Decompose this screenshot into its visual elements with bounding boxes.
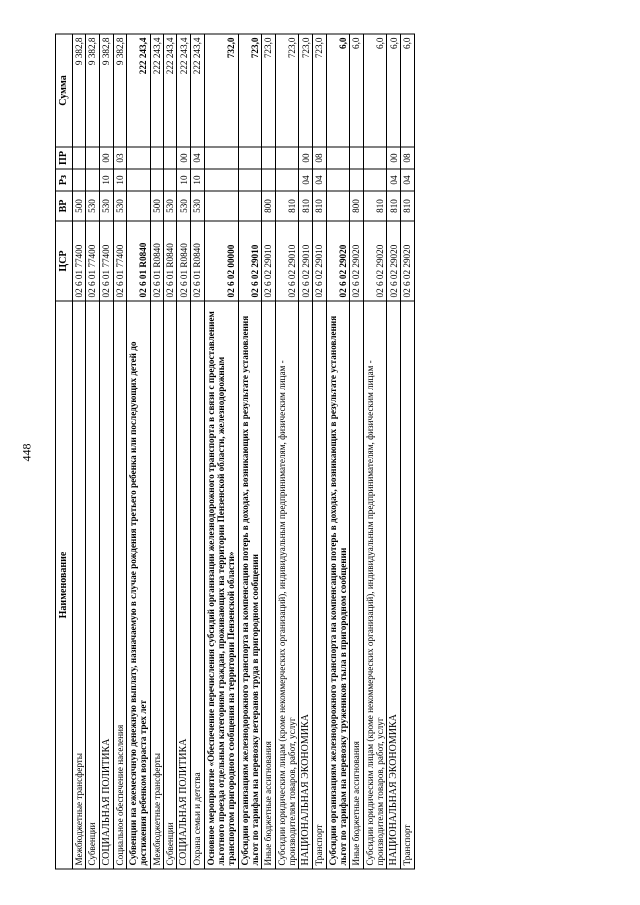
cell-rz: [350, 169, 363, 191]
cell-csr: 02 6 01 R0840: [127, 221, 151, 301]
header-sum: Сумма: [56, 34, 73, 147]
cell-name: Социальное обеспечение населения: [113, 301, 126, 869]
cell-rz: [326, 169, 350, 191]
table-row: [177, 34, 191, 869]
cell-csr: 02 6 02 29020: [326, 221, 350, 301]
cell-csr: 02 6 01 R0840: [191, 221, 204, 301]
table-row: [86, 34, 99, 869]
table-body: [73, 34, 415, 869]
cell-vr: 530: [191, 191, 204, 221]
cell-pr: [350, 147, 363, 169]
cell-vr: 800: [350, 191, 363, 221]
cell-rz: 10: [191, 169, 204, 191]
cell-name: Субвенции на ежемесячную денежную выплату, назначаемую в случае рождения третьего ребенка или последующих детей до достижения ребенком возраста трех лет: [127, 301, 151, 869]
cell-sum: 723,0: [299, 34, 313, 147]
cell-rz: [275, 169, 299, 191]
cell-vr: 500: [73, 191, 86, 221]
cell-csr: 02 6 02 29010: [313, 221, 326, 301]
cell-rz: 04: [387, 169, 401, 191]
cell-name: Межбюджетные трансферты: [150, 301, 163, 869]
cell-pr: [262, 147, 275, 169]
cell-pr: 00: [387, 147, 401, 169]
cell-vr: 530: [113, 191, 126, 221]
cell-csr: 02 6 02 29020: [350, 221, 363, 301]
cell-vr: 530: [99, 191, 113, 221]
cell-rz: [238, 169, 262, 191]
cell-pr: 08: [313, 147, 326, 169]
table-row: [401, 34, 414, 869]
cell-pr: [363, 147, 387, 169]
cell-csr: 02 6 01 R0840: [163, 221, 176, 301]
table-row: [99, 34, 113, 869]
cell-name: Субсидии организациям железнодорожного транспорта на компенсацию потерь в доходах, возникающих в результате установления льгот по тарифам на перевозку тружеников тыла в пригородном сообщении: [326, 301, 350, 869]
table-row: [363, 34, 387, 869]
cell-name: Субсидии организациям железнодорожного транспорта на компенсацию потерь в доходах, возникающих в результате установления льгот по тарифам на перевозку ветеранов труда в пригородном сообщении: [238, 301, 262, 869]
cell-csr: 02 6 02 29020: [363, 221, 387, 301]
cell-rz: [262, 169, 275, 191]
cell-sum: 9 382,8: [86, 34, 99, 147]
header-rz: Рз: [56, 169, 73, 191]
cell-sum: 723,0: [313, 34, 326, 147]
cell-pr: [163, 147, 176, 169]
cell-sum: 222 243,4: [177, 34, 191, 147]
cell-vr: 500: [150, 191, 163, 221]
header-vr: ВР: [56, 191, 73, 221]
cell-pr: [73, 147, 86, 169]
table-row: [238, 34, 262, 869]
cell-rz: [150, 169, 163, 191]
cell-sum: 9 382,8: [113, 34, 126, 147]
header-pr: ПР: [56, 147, 73, 169]
cell-rz: 04: [401, 169, 414, 191]
cell-csr: 02 6 01 77400: [86, 221, 99, 301]
table-row: [326, 34, 350, 869]
page-number: 448: [19, 443, 34, 462]
cell-name: Субсидии юридическим лицам (кроме некоммерческих организаций), индивидуальным предпринимателям, физическим лицам - производителям товаров, работ, услуг: [275, 301, 299, 869]
cell-rz: [204, 169, 238, 191]
cell-vr: 530: [177, 191, 191, 221]
table-row: [113, 34, 126, 869]
cell-pr: [127, 147, 151, 169]
cell-rz: 10: [113, 169, 126, 191]
cell-pr: 00: [177, 147, 191, 169]
cell-sum: 222 243,4: [127, 34, 151, 147]
cell-csr: 02 6 01 R0840: [177, 221, 191, 301]
cell-vr: [326, 191, 350, 221]
table-row: [299, 34, 313, 869]
cell-name: Иные бюджетные ассигнования: [262, 301, 275, 869]
cell-csr: 02 6 02 29020: [401, 221, 414, 301]
cell-vr: [204, 191, 238, 221]
cell-sum: 222 243,4: [150, 34, 163, 147]
cell-csr: 02 6 02 00000: [204, 221, 238, 301]
cell-sum: 222 243,4: [163, 34, 176, 147]
cell-pr: 00: [299, 147, 313, 169]
cell-pr: [238, 147, 262, 169]
cell-sum: 732,0: [204, 34, 238, 147]
cell-csr: 02 6 02 29010: [275, 221, 299, 301]
cell-pr: [326, 147, 350, 169]
table-row: [350, 34, 363, 869]
cell-name: Охрана семьи и детства: [191, 301, 204, 869]
cell-name: НАЦИОНАЛЬНАЯ ЭКОНОМИКА: [387, 301, 401, 869]
cell-csr: 02 6 01 77400: [113, 221, 126, 301]
cell-rz: [86, 169, 99, 191]
cell-rz: 10: [99, 169, 113, 191]
cell-pr: 04: [191, 147, 204, 169]
cell-vr: 530: [163, 191, 176, 221]
cell-sum: 6,0: [326, 34, 350, 147]
cell-csr: 02 6 01 77400: [73, 221, 86, 301]
cell-name: Иные бюджетные ассигнования: [350, 301, 363, 869]
cell-name: СОЦИАЛЬНАЯ ПОЛИТИКА: [99, 301, 113, 869]
cell-csr: 02 6 01 R0840: [150, 221, 163, 301]
cell-name: Субвенции: [163, 301, 176, 869]
cell-vr: 530: [86, 191, 99, 221]
header-name: Наименование: [56, 301, 73, 869]
cell-vr: 810: [275, 191, 299, 221]
cell-rz: [73, 169, 86, 191]
cell-sum: 723,0: [262, 34, 275, 147]
table-row: [387, 34, 401, 869]
cell-sum: 6,0: [387, 34, 401, 147]
cell-vr: [127, 191, 151, 221]
cell-vr: 810: [387, 191, 401, 221]
cell-name: Субвенции: [86, 301, 99, 869]
cell-rz: 04: [313, 169, 326, 191]
table-row: [73, 34, 86, 869]
table-row: [204, 34, 238, 869]
cell-pr: [150, 147, 163, 169]
table-row: [150, 34, 163, 869]
cell-csr: 02 6 01 77400: [99, 221, 113, 301]
header-csr: ЦСР: [56, 221, 73, 301]
cell-vr: 810: [363, 191, 387, 221]
table-row: [163, 34, 176, 869]
table-row: [313, 34, 326, 869]
cell-vr: 810: [401, 191, 414, 221]
cell-rz: [363, 169, 387, 191]
cell-name: НАЦИОНАЛЬНАЯ ЭКОНОМИКА: [299, 301, 313, 869]
table-row: [191, 34, 204, 869]
cell-sum: 723,0: [238, 34, 262, 147]
table-row: [262, 34, 275, 869]
cell-csr: 02 6 02 29010: [299, 221, 313, 301]
cell-name: Субсидии юридическим лицам (кроме некоммерческих организаций), индивидуальным предпринимателям, физическим лицам - производителям товаров, работ, услуг: [363, 301, 387, 869]
cell-vr: 810: [313, 191, 326, 221]
cell-pr: 03: [113, 147, 126, 169]
cell-vr: 800: [262, 191, 275, 221]
cell-sum: 723,0: [275, 34, 299, 147]
cell-name: Транспорт: [313, 301, 326, 869]
table-row: [127, 34, 151, 869]
table-header-row: [56, 34, 73, 869]
cell-rz: 04: [299, 169, 313, 191]
cell-pr: 00: [99, 147, 113, 169]
budget-table-container: [55, 35, 585, 870]
cell-name: Основное мероприятие «Обеспечение перечисления субсидий организации железнодорожного транспорта в связи с предоставлением льготного проезда отдельным категориям граждан, проживающих на территории Пензенской области, железнодорожным транспортом пригородного сообщения на территории Пензенской области»: [204, 301, 238, 869]
cell-sum: 9 382,8: [73, 34, 86, 147]
cell-name: Межбюджетные трансферты: [73, 301, 86, 869]
cell-pr: [275, 147, 299, 169]
cell-pr: [86, 147, 99, 169]
cell-sum: 222 243,4: [191, 34, 204, 147]
cell-sum: 6,0: [401, 34, 414, 147]
cell-rz: [163, 169, 176, 191]
cell-csr: 02 6 02 29020: [387, 221, 401, 301]
cell-name: СОЦИАЛЬНАЯ ПОЛИТИКА: [177, 301, 191, 869]
cell-csr: 02 6 02 29010: [238, 221, 262, 301]
cell-pr: [204, 147, 238, 169]
table-row: [275, 34, 299, 869]
budget-table: [55, 34, 415, 870]
cell-sum: 6,0: [363, 34, 387, 147]
cell-name: Транспорт: [401, 301, 414, 869]
cell-rz: 10: [177, 169, 191, 191]
cell-sum: 6,0: [350, 34, 363, 147]
cell-sum: 9 382,8: [99, 34, 113, 147]
cell-vr: [238, 191, 262, 221]
cell-csr: 02 6 02 29010: [262, 221, 275, 301]
cell-vr: 810: [299, 191, 313, 221]
cell-rz: [127, 169, 151, 191]
cell-pr: 08: [401, 147, 414, 169]
